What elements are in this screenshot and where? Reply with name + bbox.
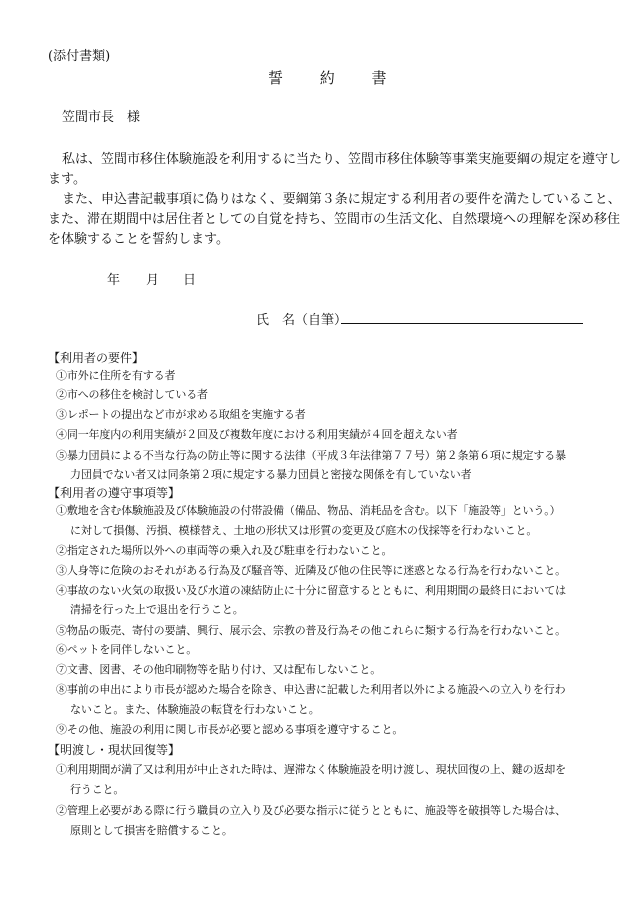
signature-label: 氏 名（自筆） (256, 313, 348, 328)
requirement-item: ④同一年度内の利用実績が２回及び複数年度における利用実績が４回を超えない者 (56, 428, 458, 441)
requirement-item: ①市外に住所を有する者 (56, 369, 176, 382)
restoration-item: ①利用期間が満了又は利用が中止された時は、遅滞なく体験施設を明け渡し、現状回復の上、鍵の返却を (56, 763, 566, 776)
rule-item: ①敷地を含む体験施設及び体験施設の付帯設備（備品、物品、消耗品を含む。以下「施設等」という。） (56, 504, 561, 517)
addressee: 笠間市長 様 (62, 110, 141, 125)
document-title: 誓 約 書 (268, 69, 403, 87)
restoration-item: ②管理上必要がある際に行う職員の立入り及び必要な指示に従うとともに、施設等を破損等した場合は、 (56, 804, 566, 817)
intro-paragraph-1-line-2: ます。 (48, 172, 86, 187)
restoration-item-continuation: 原則として損害を賠償すること。 (70, 824, 233, 837)
rule-item-continuation: 清掃を行った上で退出を行うこと。 (70, 603, 244, 616)
requirement-item-continuation: 力団員でない者又は同条第２項に規定する暴力団員と密接な関係を有していない者 (70, 468, 472, 481)
rule-item: ⑥ペットを同伴しないこと。 (56, 643, 198, 656)
rule-item: ⑦文書、図書、その他印刷物等を貼り付け、又は配布しないこと。 (56, 663, 382, 676)
rule-item: ⑨その他、施設の利用に関し市長が必要と認める事項を遵守すること。 (56, 723, 404, 736)
rule-item: ②指定された場所以外への車両等の乗入れ及び駐車を行わないこと。 (56, 544, 393, 557)
date-day-label: 日 (183, 273, 197, 288)
requirements-heading: 【利用者の要件】 (48, 351, 145, 365)
intro-paragraph-1-line-1: 私は、笠間市移住体験施設を利用するに当たり、笠間市移住体験等事業実施要綱の規定を遵守し (62, 152, 622, 167)
date-month-label: 月 (146, 273, 160, 288)
rules-heading: 【利用者の遵守事項等】 (48, 486, 181, 500)
rule-item: ③人身等に危険のおそれがある行為及び騒音等、近隣及び他の住民等に迷惑となる行為を行わないこと。 (56, 564, 566, 577)
signature-line[interactable] (341, 323, 583, 324)
requirement-item: ②市への移住を検討している者 (56, 388, 208, 401)
intro-paragraph-2-line-1: また、申込書記載事項に偽りはなく、要綱第３条に規定する利用者の要件を満たしていること、 (62, 192, 621, 207)
attachment-label: (添付書類) (48, 49, 111, 64)
rule-item: ⑧事前の申出により市長が認めた場合を除き、申込書に記載した利用者以外による施設への立入りを行わ (56, 683, 566, 696)
requirement-item: ③レポートの提出など市が求める取組を実施する者 (56, 408, 306, 421)
restoration-heading: 【明渡し・現状回復等】 (48, 743, 181, 757)
rule-item-continuation: に対して損傷、汚損、模様替え、土地の形状又は形質の変更及び庭木の伐採等を行わないこと。 (70, 524, 538, 537)
rule-item: ⑤物品の販売、寄付の要請、興行、展示会、宗教の普及行為その他これらに類する行為を行わないこと。 (56, 624, 566, 637)
requirement-item: ⑤暴力団員による不当な行為の防止等に関する法律（平成３年法律第７７号）第２条第６項に規定する暴 (56, 449, 566, 462)
date-year-label: 年 (107, 273, 121, 288)
rule-item: ④事故のない火気の取扱い及び水道の凍結防止に十分に留意するとともに、利用期間の最終日においては (56, 584, 566, 597)
restoration-item-continuation: 行うこと。 (70, 783, 125, 796)
rule-item-continuation: ないこと。また、体験施設の転貸を行わないこと。 (70, 703, 320, 716)
intro-paragraph-2-line-2: また、滞在期間中は居住者としての自覚を持ち、笠間市の生活文化、自然環境への理解を深め移住 (48, 212, 621, 227)
intro-paragraph-2-line-3: を体験することを誓約します。 (48, 232, 229, 247)
